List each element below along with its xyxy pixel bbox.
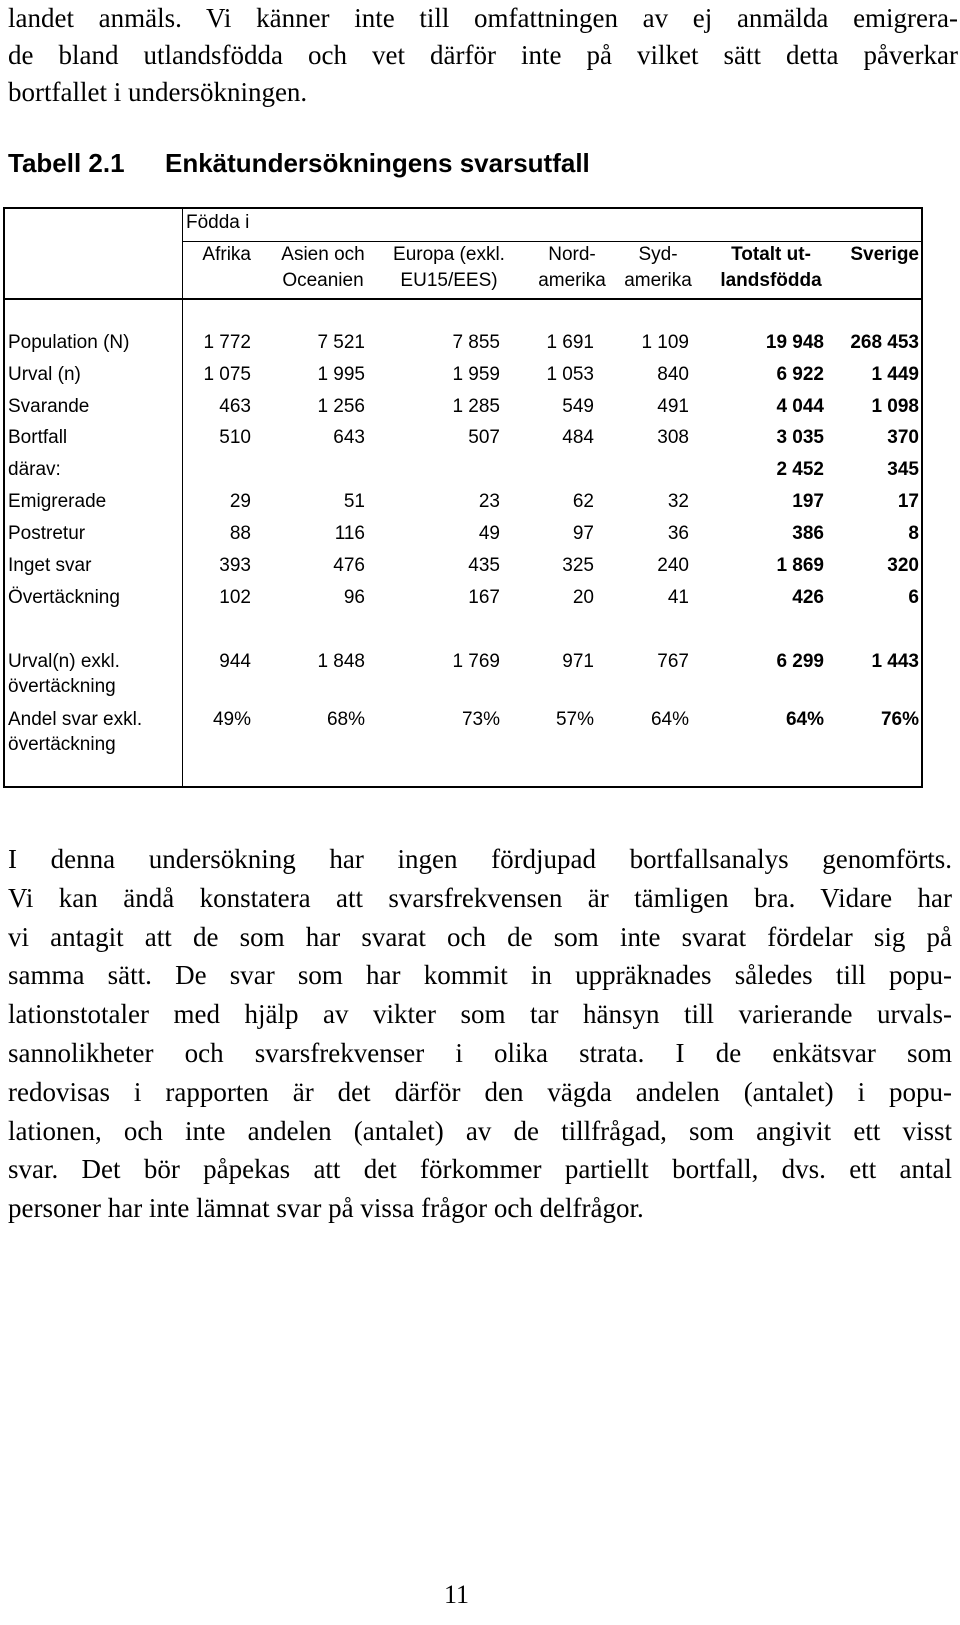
table-column-header: Oceanien bbox=[282, 270, 364, 291]
table-cell: 325 bbox=[562, 555, 594, 576]
table-cell: 57% bbox=[555, 709, 594, 730]
table-cell: 73% bbox=[461, 709, 500, 730]
table-column-header: Afrika bbox=[202, 244, 251, 265]
table-group-header: Födda i bbox=[186, 212, 250, 233]
table-caption-title: Enkätundersökningens svarsutfall bbox=[165, 148, 590, 178]
table-row-label: Emigrerade bbox=[8, 491, 107, 512]
table-cell: 97 bbox=[572, 523, 594, 544]
body-line: lationstotaler med hjälp av vikter som tar hänsyn till varierande urvals- bbox=[8, 999, 952, 1030]
table-column-header: Syd- bbox=[638, 244, 678, 265]
table-cell: 7 855 bbox=[452, 332, 500, 353]
table-cell: 386 bbox=[792, 523, 824, 544]
response-table bbox=[3, 207, 923, 788]
table-cell: 20 bbox=[572, 587, 594, 608]
table-caption-number: Tabell 2.1 bbox=[8, 148, 125, 178]
table-row-label: övertäckning bbox=[8, 676, 116, 697]
table-cell: 41 bbox=[667, 587, 689, 608]
table-cell: 1 769 bbox=[452, 651, 500, 672]
table-cell: 463 bbox=[219, 396, 251, 417]
table-cell: 510 bbox=[219, 427, 251, 448]
table-cell: 435 bbox=[468, 555, 500, 576]
table-cell: 19 948 bbox=[765, 332, 824, 353]
table-row-label: Svarande bbox=[8, 396, 90, 417]
table-cell: 116 bbox=[334, 523, 365, 544]
table-row-label: Bortfall bbox=[8, 427, 68, 448]
table-cell: 88 bbox=[229, 523, 251, 544]
table-row-label: Urval (n) bbox=[8, 364, 81, 385]
table-cell: 345 bbox=[887, 459, 919, 480]
table-cell: 1 869 bbox=[776, 555, 824, 576]
body-line: svar. Det bör påpekas att det förkommer partiellt bortfall, dvs. ett antal bbox=[8, 1154, 952, 1185]
table-cell: 4 044 bbox=[776, 396, 824, 417]
body-paragraph bbox=[8, 840, 952, 1228]
intro-paragraph bbox=[8, 0, 958, 111]
intro-line: de bland utlandsfödda och vet därför inte på vilket sätt detta påverkar bbox=[8, 40, 958, 70]
table-cell: 64% bbox=[785, 709, 824, 730]
intro-line: bortfallet i undersökningen. bbox=[8, 77, 308, 107]
table-row-label: Population (N) bbox=[8, 332, 130, 353]
table-cell: 370 bbox=[887, 427, 919, 448]
table-row-label: Postretur bbox=[8, 523, 86, 544]
table-cell: 167 bbox=[468, 587, 500, 608]
table-cell: 308 bbox=[657, 427, 689, 448]
table-cell: 944 bbox=[219, 651, 251, 672]
table-cell: 393 bbox=[219, 555, 251, 576]
table-column-header: landsfödda bbox=[720, 270, 822, 291]
table-cell: 64% bbox=[650, 709, 689, 730]
table-cell: 320 bbox=[887, 555, 919, 576]
table-cell: 102 bbox=[219, 587, 251, 608]
table-column-header: Europa (exkl. bbox=[393, 244, 505, 265]
table-cell: 49 bbox=[478, 523, 500, 544]
table-cell: 549 bbox=[562, 396, 594, 417]
table-cell: 36 bbox=[667, 523, 689, 544]
table-cell: 32 bbox=[667, 491, 689, 512]
body-line: redovisas i rapporten är det därför den vägda andelen (antalet) i popu- bbox=[8, 1076, 952, 1107]
table-cell: 68% bbox=[326, 709, 365, 730]
table-cell: 1 772 bbox=[203, 332, 251, 353]
table-cell: 426 bbox=[792, 587, 824, 608]
table-cell: 29 bbox=[229, 491, 251, 512]
table-cell: 1 449 bbox=[871, 364, 919, 385]
table-cell: 240 bbox=[657, 555, 689, 576]
table-cell: 2 452 bbox=[776, 459, 824, 480]
table-cell: 1 443 bbox=[871, 651, 919, 672]
table-cell: 6 922 bbox=[776, 364, 824, 385]
table-column-header: Nord- bbox=[548, 244, 596, 265]
table-cell: 1 098 bbox=[871, 396, 919, 417]
body-line: I denna undersökning har ingen fördjupad bortfallsanalys genomförts. bbox=[8, 844, 952, 874]
table-cell: 971 bbox=[562, 651, 594, 672]
table-cell: 96 bbox=[343, 587, 365, 608]
table-divider-vertical bbox=[182, 209, 183, 786]
table-cell: 6 bbox=[908, 587, 919, 608]
table-cell: 1 691 bbox=[546, 332, 594, 353]
table-cell: 3 035 bbox=[776, 427, 824, 448]
table-cell: 23 bbox=[478, 491, 500, 512]
body-line: sannolikheter och svarsfrekvenser i olika strata. I de enkätsvar som bbox=[8, 1037, 952, 1068]
table-cell: 840 bbox=[657, 364, 689, 385]
table-cell: 484 bbox=[562, 427, 594, 448]
table-row-label: Övertäckning bbox=[8, 587, 120, 608]
table-cell: 8 bbox=[908, 523, 919, 544]
table-cell: 1 848 bbox=[317, 651, 365, 672]
table-cell: 1 285 bbox=[452, 396, 500, 417]
table-cell: 197 bbox=[792, 491, 824, 512]
table-row-label: Urval(n) exkl. bbox=[8, 651, 120, 672]
table-column-header: Totalt ut- bbox=[731, 244, 811, 265]
table-cell: 1 995 bbox=[317, 364, 365, 385]
table-cell: 51 bbox=[343, 491, 365, 512]
body-line: samma sätt. De svar som har kommit in uppräknades således till popu- bbox=[8, 960, 952, 991]
body-line: vi antagit att de som har svarat och de som inte svarat fördelar sig på bbox=[8, 921, 952, 952]
body-line: personer har inte lämnat svar på vissa frågor och delfrågor. bbox=[8, 1193, 644, 1224]
table-cell: 491 bbox=[657, 396, 689, 417]
table-column-header: Sverige bbox=[850, 244, 919, 265]
table-cell: 767 bbox=[657, 651, 689, 672]
table-cell: 643 bbox=[333, 427, 365, 448]
table-cell: 76% bbox=[880, 709, 919, 730]
table-row-label: därav: bbox=[8, 459, 61, 480]
table-cell: 62 bbox=[572, 491, 594, 512]
table-cell: 17 bbox=[897, 491, 919, 512]
table-cell: 476 bbox=[333, 555, 365, 576]
body-line: lationen, och inte andelen (antalet) av de tillfrågad, som angivit ett visst bbox=[8, 1115, 952, 1146]
body-line: Vi kan ändå konstatera att svarsfrekvensen är tämligen bra. Vidare har bbox=[8, 882, 952, 913]
table-cell: 49% bbox=[212, 709, 251, 730]
table-row-label: Inget svar bbox=[8, 555, 92, 576]
table-row-label: Andel svar exkl. bbox=[8, 709, 143, 730]
table-cell: 1 256 bbox=[317, 396, 365, 417]
table-cell: 1 053 bbox=[546, 364, 594, 385]
table-cell: 1 075 bbox=[203, 364, 251, 385]
table-column-header: Asien och bbox=[281, 244, 365, 265]
table-divider-header bbox=[5, 298, 921, 300]
intro-line: landet anmäls. Vi känner inte till omfattningen av ej anmälda emigrera- bbox=[8, 3, 958, 33]
table-cell: 1 959 bbox=[452, 364, 500, 385]
table-cell: 7 521 bbox=[317, 332, 365, 353]
table-cell: 1 109 bbox=[641, 332, 689, 353]
table-column-header: amerika bbox=[538, 270, 606, 291]
page-number: 11 bbox=[444, 1580, 470, 1609]
table-column-header: amerika bbox=[624, 270, 692, 291]
table-divider-group bbox=[182, 241, 921, 242]
table-column-header: EU15/EES) bbox=[400, 270, 498, 291]
table-cell: 507 bbox=[468, 427, 500, 448]
table-cell: 268 453 bbox=[850, 332, 919, 353]
table-row-label: övertäckning bbox=[8, 734, 116, 755]
table-cell: 6 299 bbox=[776, 651, 824, 672]
